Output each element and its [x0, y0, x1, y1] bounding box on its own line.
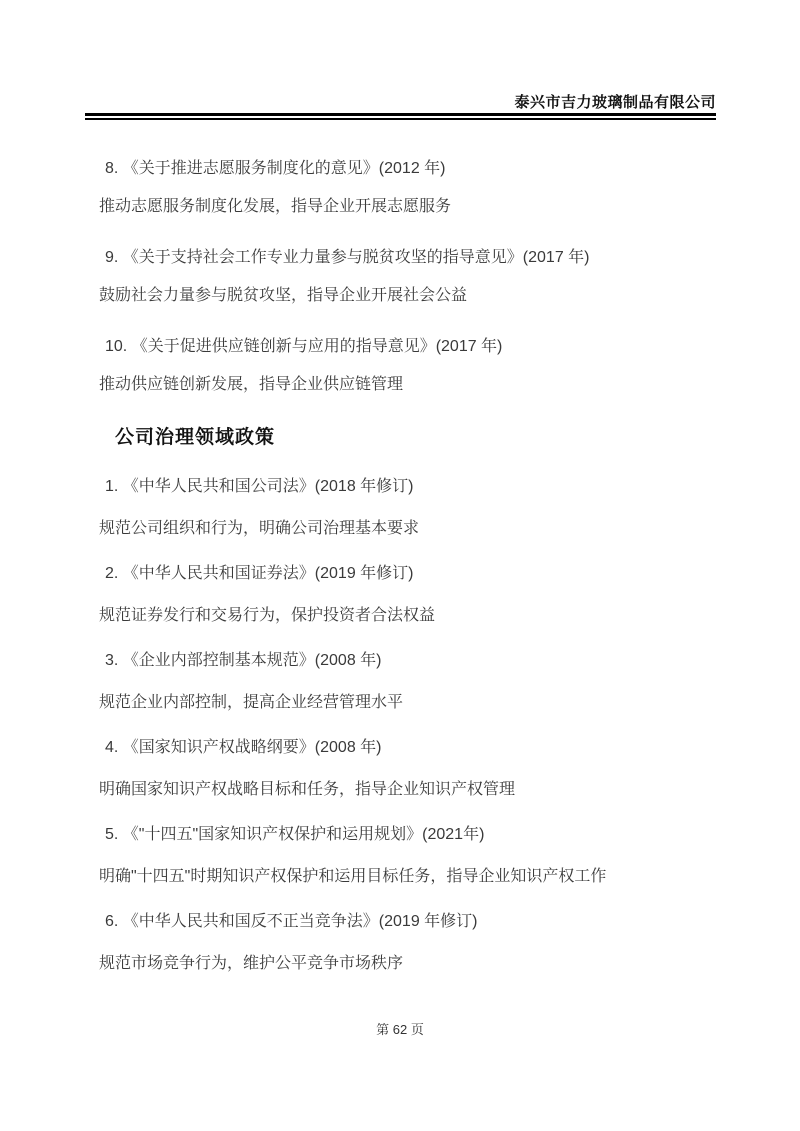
policy-item-title: 9. 《关于支持社会工作专业力量参与脱贫攻坚的指导意见》(2017 年) — [105, 249, 590, 266]
policy-item-title: 4. 《国家知识产权战略纲要》(2008 年) — [105, 739, 382, 756]
policy-item-title: 8. 《关于推进志愿服务制度化的意见》(2012 年) — [105, 160, 446, 177]
policy-item-desc: 规范企业内部控制，提高企业经营管理水平 — [99, 694, 404, 711]
policy-item-desc: 鼓励社会力量参与脱贫攻坚，指导企业开展社会公益 — [99, 287, 468, 304]
policy-item-title: 6. 《中华人民共和国反不正当竞争法》(2019 年修订) — [105, 913, 478, 930]
policy-item-title: 2. 《中华人民共和国证券法》(2019 年修订) — [105, 565, 414, 582]
section-heading: 公司治理领域政策 — [115, 427, 276, 448]
policy-item-title: 10. 《关于促进供应链创新与应用的指导意见》(2017 年) — [105, 338, 503, 355]
policy-section-governance — [99, 476, 720, 974]
header-rule — [85, 113, 716, 120]
policy-item-title: 1. 《中华人民共和国公司法》(2018 年修订) — [105, 478, 414, 495]
policy-item-desc: 规范市场竞争行为，维护公平竞争市场秩序 — [99, 955, 404, 972]
policy-item-desc: 规范公司组织和行为，明确公司治理基本要求 — [99, 520, 420, 537]
policy-item-desc: 推动供应链创新发展，指导企业供应链管理 — [99, 376, 404, 393]
policy-item-title: 3. 《企业内部控制基本规范》(2008 年) — [105, 652, 382, 669]
document-content — [99, 158, 720, 998]
policy-item-desc: 明确"十四五"时期知识产权保护和运用目标任务，指导企业知识产权工作 — [99, 868, 607, 885]
policy-section-social — [99, 158, 720, 395]
policy-item-title: 5. 《"十四五"国家知识产权保护和运用规划》(2021年) — [105, 826, 485, 843]
company-name: 泰兴市吉力玻璃制品有限公司 — [514, 94, 716, 111]
page-number: 第 62 页 — [376, 1022, 424, 1037]
policy-item-desc: 规范证券发行和交易行为，保护投资者合法权益 — [99, 607, 436, 624]
page-header — [85, 94, 716, 120]
policy-item-desc: 明确国家知识产权战略目标和任务，指导企业知识产权管理 — [99, 781, 516, 798]
policy-item-desc: 推动志愿服务制度化发展，指导企业开展志愿服务 — [99, 198, 452, 215]
page-footer — [0, 1022, 800, 1038]
